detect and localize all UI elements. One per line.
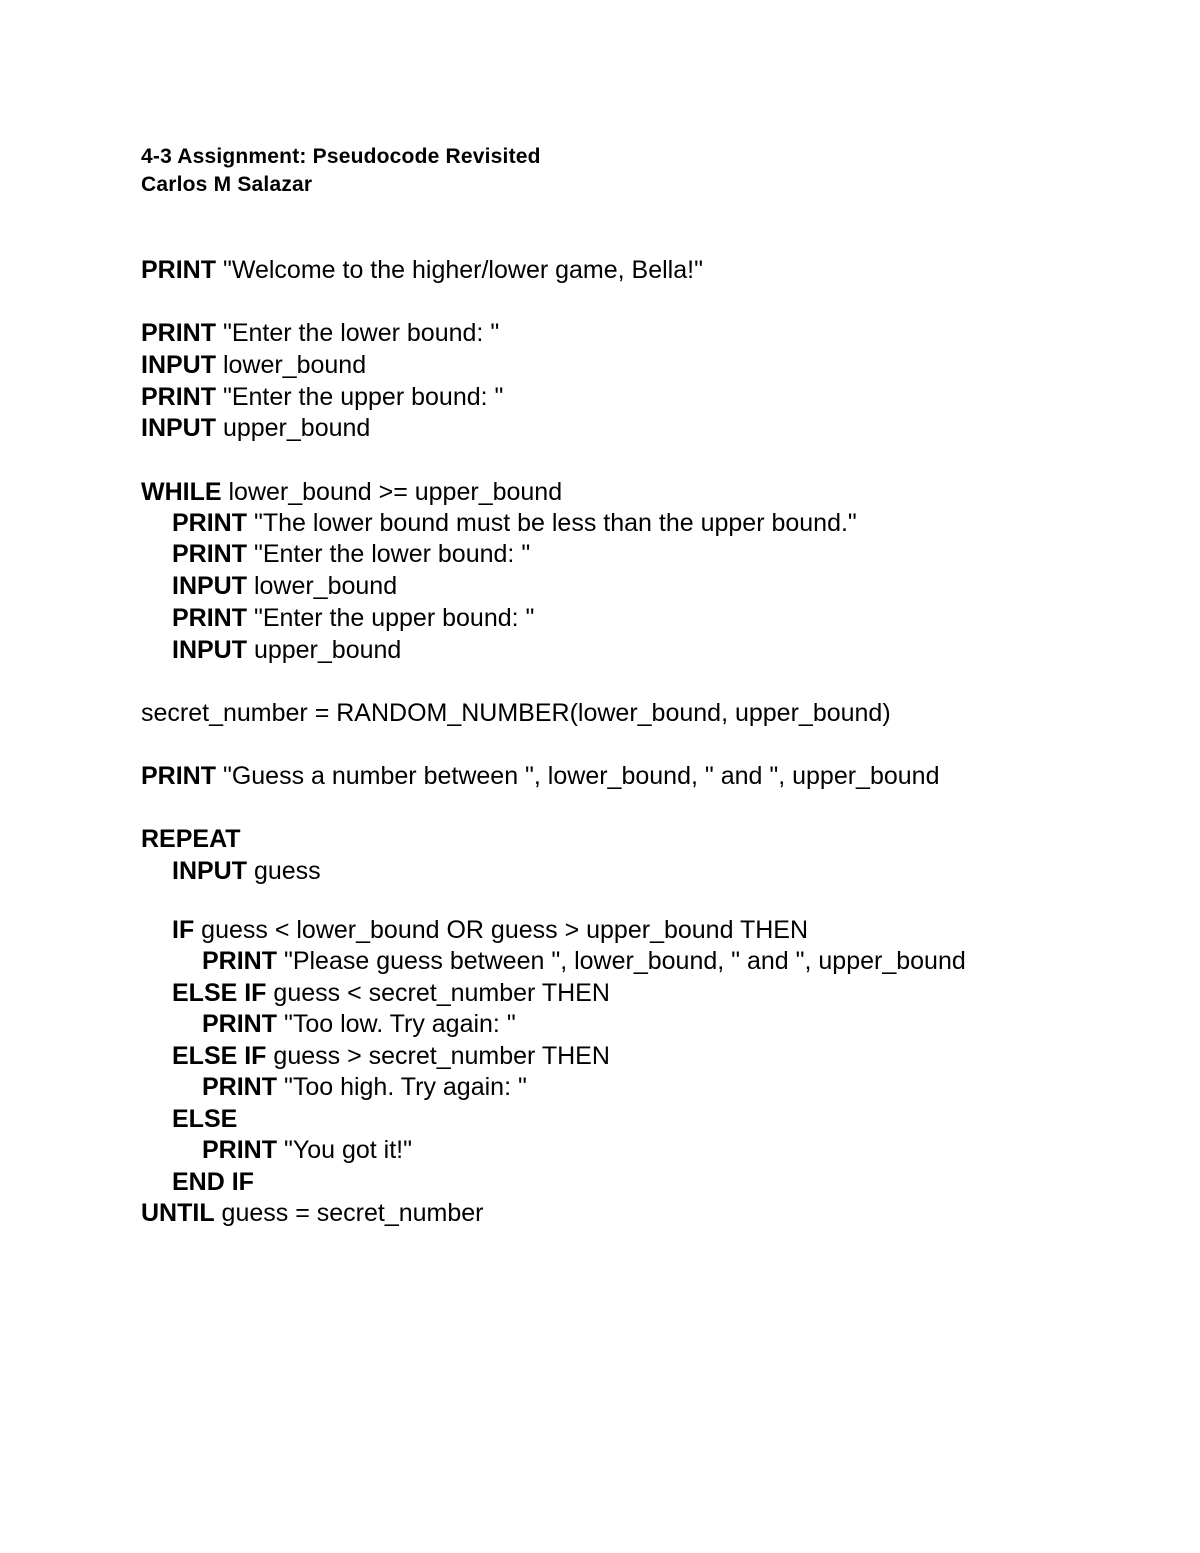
code-text: "Enter the lower bound: " bbox=[247, 540, 531, 568]
code-text: "Please guess between ", lower_bound, " and ", upper_bound bbox=[277, 947, 966, 975]
code-keyword: INPUT bbox=[141, 414, 216, 442]
code-line bbox=[141, 1198, 484, 1228]
assignment-title: 4-3 Assignment: Pseudocode Revisited bbox=[141, 145, 541, 168]
code-keyword: PRINT bbox=[172, 509, 247, 537]
code-keyword: PRINT bbox=[172, 540, 247, 568]
code-keyword: UNTIL bbox=[141, 1199, 215, 1227]
code-line bbox=[141, 382, 503, 412]
code-keyword: PRINT bbox=[141, 256, 216, 284]
code-text: guess > secret_number THEN bbox=[266, 1042, 610, 1070]
document-header bbox=[141, 143, 541, 199]
code-line bbox=[141, 761, 939, 791]
code-line bbox=[172, 1167, 254, 1197]
code-line bbox=[172, 915, 808, 945]
author-name: Carlos M Salazar bbox=[141, 173, 313, 196]
code-keyword: IF bbox=[172, 916, 195, 944]
code-line bbox=[172, 978, 610, 1008]
code-text: upper_bound bbox=[216, 414, 371, 442]
code-line bbox=[172, 508, 857, 538]
code-text: "You got it!" bbox=[277, 1136, 412, 1164]
code-keyword: PRINT bbox=[141, 383, 216, 411]
code-keyword: PRINT bbox=[141, 319, 216, 347]
code-line bbox=[141, 255, 703, 285]
code-keyword: INPUT bbox=[172, 636, 247, 664]
code-line bbox=[141, 824, 241, 854]
code-text: "Enter the lower bound: " bbox=[216, 319, 500, 347]
code-line bbox=[202, 1135, 412, 1165]
code-keyword: END IF bbox=[172, 1168, 254, 1196]
code-line bbox=[202, 1009, 516, 1039]
code-line bbox=[141, 477, 562, 507]
code-keyword: PRINT bbox=[141, 762, 216, 790]
code-keyword: REPEAT bbox=[141, 825, 241, 853]
code-text: upper_bound bbox=[247, 636, 402, 664]
code-text: "The lower bound must be less than the upper bound." bbox=[247, 509, 857, 537]
code-text: guess < lower_bound OR guess > upper_bound THEN bbox=[194, 916, 809, 944]
code-text: "Too low. Try again: " bbox=[277, 1010, 516, 1038]
code-keyword: PRINT bbox=[202, 947, 277, 975]
code-line bbox=[172, 635, 401, 665]
code-text: guess = secret_number bbox=[214, 1199, 484, 1227]
code-text: lower_bound >= upper_bound bbox=[221, 478, 563, 506]
code-keyword: WHILE bbox=[141, 478, 222, 506]
code-keyword: PRINT bbox=[172, 604, 247, 632]
code-text: lower_bound bbox=[247, 572, 398, 600]
code-keyword: INPUT bbox=[172, 572, 247, 600]
code-line bbox=[172, 856, 321, 886]
code-line bbox=[172, 539, 530, 569]
code-line bbox=[141, 350, 366, 380]
code-line bbox=[172, 603, 534, 633]
code-line bbox=[141, 698, 891, 728]
code-line bbox=[172, 571, 397, 601]
code-text: secret_number = RANDOM_NUMBER(lower_bound, upper_bound) bbox=[141, 699, 891, 727]
code-line bbox=[141, 413, 370, 443]
code-keyword: ELSE bbox=[172, 1105, 238, 1133]
code-line bbox=[172, 1041, 610, 1071]
code-keyword: PRINT bbox=[202, 1136, 277, 1164]
code-text: "Guess a number between ", lower_bound, " and ", upper_bound bbox=[216, 762, 940, 790]
code-line bbox=[202, 946, 966, 976]
code-line bbox=[202, 1072, 527, 1102]
code-text: "Enter the upper bound: " bbox=[216, 383, 504, 411]
code-text: lower_bound bbox=[216, 351, 367, 379]
code-text: "Enter the upper bound: " bbox=[247, 604, 535, 632]
code-text: guess bbox=[247, 857, 321, 885]
code-keyword: INPUT bbox=[141, 351, 216, 379]
code-keyword: PRINT bbox=[202, 1010, 277, 1038]
code-keyword: ELSE IF bbox=[172, 1042, 267, 1070]
code-line bbox=[172, 1104, 237, 1134]
code-text: guess < secret_number THEN bbox=[266, 979, 610, 1007]
code-keyword: ELSE IF bbox=[172, 979, 267, 1007]
code-text: "Too high. Try again: " bbox=[277, 1073, 527, 1101]
code-line bbox=[141, 318, 499, 348]
code-keyword: PRINT bbox=[202, 1073, 277, 1101]
code-text: "Welcome to the higher/lower game, Bella!" bbox=[216, 256, 703, 284]
code-keyword: INPUT bbox=[172, 857, 247, 885]
